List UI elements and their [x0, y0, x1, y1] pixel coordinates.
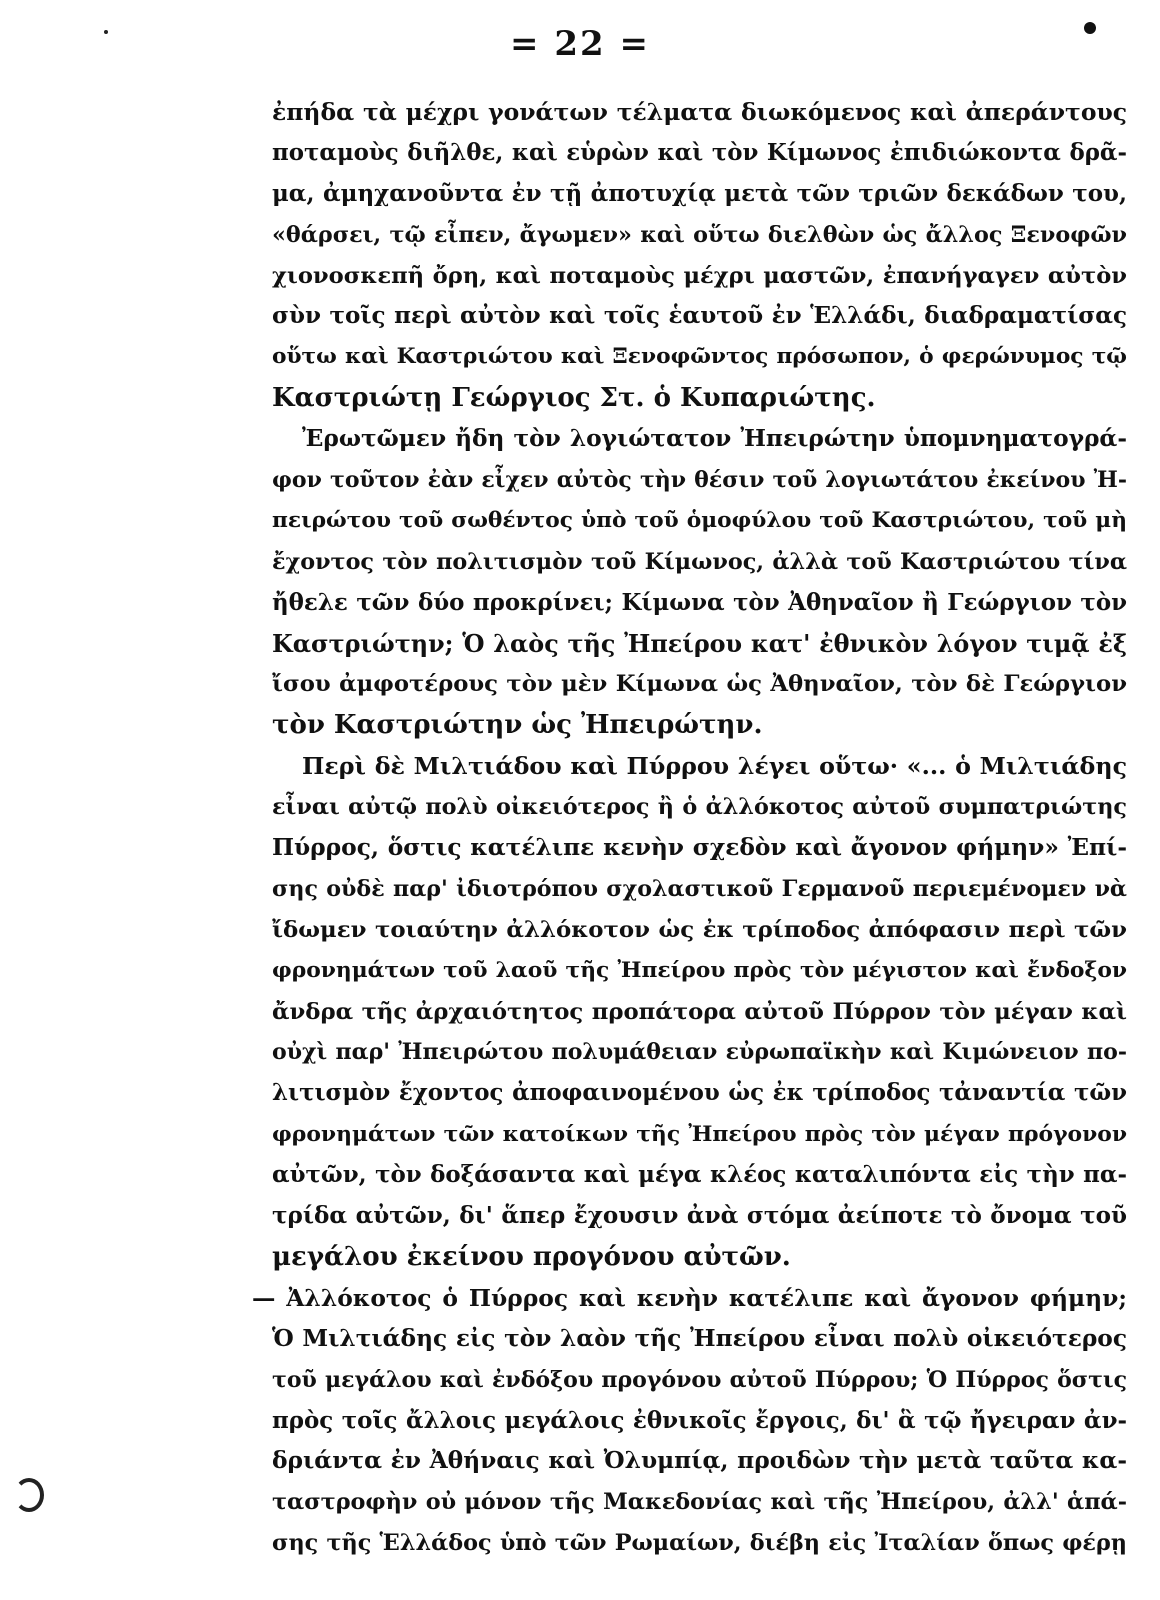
- text-line: Ὁ Μιλτιάδης εἰς τὸν λαὸν τῆς Ἠπείρου εἶναι πολὺ οἰκειότερος: [272, 1324, 1127, 1352]
- margin-mark: [14, 1478, 44, 1512]
- text-line: φρονημάτων τοῦ λαοῦ τῆς Ἠπείρου πρὸς τὸν μέγιστον καὶ ἔνδοξον: [272, 957, 1127, 983]
- text-line: ταστροφὴν οὐ μόνον τῆς Μακεδονίας καὶ τῆς Ἠπείρου, ἀλλ' ἁπά-: [272, 1489, 1127, 1516]
- text-line: ἤθελε τῶν δύο προκρίνει; Κίμωνα τὸν Ἀθηναῖον ἢ Γεώργιον τὸν: [272, 588, 1127, 616]
- text-line: μεγάλου ἐκείνου προγόνου αὐτῶν.: [272, 1241, 791, 1272]
- text-line: τοῦ μεγάλου καὶ ἐνδόξου προγόνου αὐτοῦ Πύρρου; Ὁ Πύρρος ὅστις: [272, 1366, 1127, 1393]
- text-line: ἄνδρα τῆς ἀρχαιότητος προπάτορα αὐτοῦ Πύρρον τὸν μέγαν καὶ: [272, 998, 1127, 1025]
- text-line: λιτισμὸν ἔχοντος ἀποφαινομένου ὡς ἐκ τρίποδος τἀναντία τῶν: [272, 1080, 1127, 1107]
- text-line: μα, ἀμηχανοῦντα ἐν τῇ ἀποτυχίᾳ μετὰ τῶν τριῶν δεκάδων του,: [272, 179, 1127, 207]
- text-line: ἐπήδα τὰ μέχρι γονάτων τέλματα διωκόμενος καὶ ἀπεράντους: [272, 98, 1127, 126]
- text-line: τρίδα αὐτῶν, δι' ἅπερ ἔχουσιν ἀνὰ στόμα ἀείποτε τὸ ὄνομα τοῦ: [272, 1202, 1127, 1230]
- text-line: ἴσου ἀμφοτέρους τὸν μὲν Κίμωνα ὡς Ἀθηναῖον, τὸν δὲ Γεώργιον: [272, 671, 1127, 698]
- text-line: φρονημάτων τῶν κατοίκων τῆς Ἠπείρου πρὸς τὸν μέγαν πρόγονον: [272, 1121, 1127, 1148]
- text-line: «θάρσει, τῷ εἶπεν, ἄγωμεν» καὶ οὕτω διελθὼν ὡς ἄλλος Ξενοφῶν: [272, 221, 1127, 248]
- text-line: δριάντα ἐν Ἀθήναις καὶ Ὀλυμπίᾳ, προιδὼν τὴν μετὰ ταῦτα κα-: [272, 1447, 1127, 1475]
- text-line: σὺν τοῖς περὶ αὐτὸν καὶ τοῖς ἑαυτοῦ ἐν Ἑλλάδι, διαδραματίσας: [272, 302, 1127, 330]
- body-text: [252, 92, 1127, 1564]
- text-line: σης τῆς Ἑλλάδος ὑπὸ τῶν Ρωμαίων, διέβη εἰς Ἰταλίαν ὅπως φέρῃ: [272, 1530, 1127, 1557]
- text-line: ποταμοὺς διῆλθε, καὶ εὑρὼν καὶ τὸν Κίμωνος ἐπιδιώκοντα δρᾶ-: [272, 139, 1127, 166]
- text-line: Καστριώτῃ Γεώργιος Στ. ὁ Κυπαριώτης.: [272, 383, 876, 414]
- text-line: σης οὐδὲ παρ' ἰδιοτρόπου σχολαστικοῦ Γερμανοῦ περιεμένομεν νὰ: [272, 875, 1127, 902]
- text-line: ἴδωμεν τοιαύτην ἀλλόκοτον ὡς ἐκ τρίποδος ἀπόφασιν περὶ τῶν: [272, 916, 1127, 943]
- text-line: χιονοσκεπῆ ὄρη, καὶ ποταμοὺς μέχρι μαστῶν, ἐπανήγαγεν αὐτὸν: [272, 262, 1127, 289]
- text-line: αὐτῶν, τὸν δοξάσαντα καὶ μέγα κλέος καταλιπόντα εἰς τὴν πα-: [272, 1161, 1127, 1189]
- text-line: Καστριώτην; Ὁ λαὸς τῆς Ἠπείρου κατ' ἐθνικὸν λόγον τιμᾷ ἐξ: [272, 629, 1127, 658]
- text-line: εἶναι αὐτῷ πολὺ οἰκειότερος ἢ ὁ ἀλλόκοτος αὐτοῦ συμπατριώτης: [272, 794, 1127, 821]
- text-line: οὐχὶ παρ' Ἠπειρώτου πολυμάθειαν εὐρωπαϊκὴν καὶ Κιμώνειον πο-: [272, 1039, 1127, 1066]
- text-line: πρὸς τοῖς ἄλλοις μεγάλοις ἐθνικοῖς ἔργοις, δι' ἃ τῷ ἤγειραν ἀν-: [272, 1406, 1127, 1434]
- ink-dot: [1084, 22, 1096, 34]
- text-line: οὕτω καὶ Καστριώτου καὶ Ξενοφῶντος πρόσωπον, ὁ φερώνυμος τῷ: [272, 344, 1127, 370]
- text-line: ἔχοντος τὸν πολιτισμὸν τοῦ Κίμωνος, ἀλλὰ τοῦ Καστριώτου τίνα: [272, 548, 1127, 575]
- text-line: Πύρρος, ὅστις κατέλιπε κενὴν σχεδὸν καὶ ἄγονον φήμην» Ἐπί-: [272, 834, 1127, 862]
- text-line: φον τοῦτον ἐὰν εἶχεν αὐτὸς τὴν θέσιν τοῦ λογιωτάτου ἐκείνου Ἠ-: [272, 467, 1127, 494]
- text-line: πειρώτου τοῦ σωθέντος ὑπὸ τοῦ ὁμοφύλου τοῦ Καστριώτου, τοῦ μὴ: [272, 507, 1127, 533]
- text-line: Περὶ δὲ Μιλτιάδου καὶ Πύρρου λέγει οὕτω· «... ὁ Μιλτιάδης: [302, 752, 1127, 781]
- text-line: Ἐρωτῶμεν ἤδη τὸν λογιώτατον Ἠπειρώτην ὑπομνηματογρά-: [302, 425, 1127, 453]
- page-number: = 22 =: [510, 24, 650, 64]
- text-line: — Ἀλλόκοτος ὁ Πύρρος καὶ κενὴν κατέλιπε καὶ ἄγονον φήμην;: [252, 1283, 1127, 1312]
- text-line: τὸν Καστριώτην ὡς Ἠπειρώτην.: [272, 710, 763, 741]
